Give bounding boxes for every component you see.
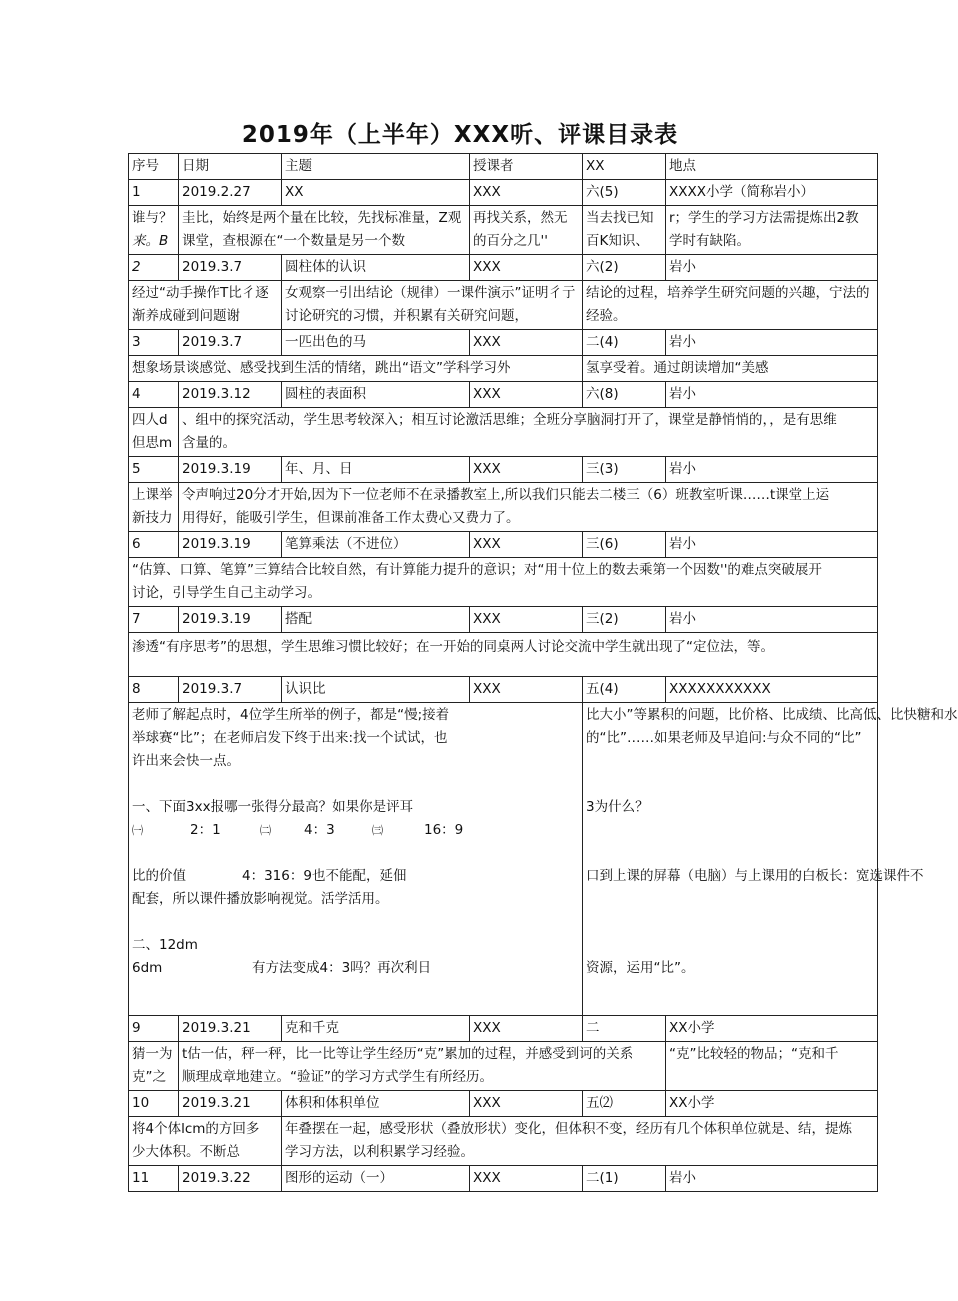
row-class: 二 [583, 1016, 666, 1042]
row-teacher: XXX [470, 180, 583, 206]
comment-cell [179, 1042, 666, 1091]
comment-line: 年叠摆在一起，感受形状（叠放形状）变化，但体积不变，经历有几个体积单位就是、结，提炼 [285, 1121, 852, 1137]
row-place: 岩小 [666, 330, 878, 356]
comment-line: 一、下面3xx报哪一张得分最高？如果你是评耳 [132, 799, 414, 815]
row-place: 岩小 [666, 607, 878, 633]
comment-cell [666, 1042, 878, 1091]
table-row [129, 1016, 878, 1042]
row-date: 2019.3.12 [179, 382, 282, 408]
option-label: ㈡ [260, 824, 271, 837]
row-topic: 圆柱体的认识 [282, 255, 470, 281]
comment-line: 含量的。 [182, 435, 236, 451]
row-place: XX小学 [666, 1091, 878, 1117]
ratio-value: 2：1 [190, 822, 221, 838]
row-place: 岩小 [666, 457, 878, 483]
row-number: 6 [129, 532, 179, 558]
comment-line: “估算、口算、笔算”三算结合比较自然，有计算能力提升的意识；对“用十位上的数去乘第一个因数''的难点突破展开 [132, 562, 822, 578]
comment-cell: 经过“动手操作T比彳逐渐养成碰到问题谢 [129, 281, 282, 330]
row-date: 2019.3.21 [179, 1091, 282, 1117]
comment-line: 百K知识、 [586, 233, 649, 249]
comment-text: 比的价值 [132, 868, 186, 884]
comment-cell [179, 408, 878, 457]
row-number: 9 [129, 1016, 179, 1042]
comment-cell [583, 206, 666, 255]
comment-line [132, 865, 579, 888]
comment-cell [129, 206, 179, 255]
comment-cell [179, 483, 878, 532]
comment-line: 顺理成章地建立。“验证”的学习方式学生有所经历。 [182, 1069, 493, 1085]
comment-cell: 女观察一引出结论（规律）一课件演示”证明彳亍讨论研究的习惯，并积累有关研究问题， [282, 281, 583, 330]
header-cell: 授课者 [470, 154, 583, 180]
comment-cell [129, 408, 179, 457]
comment-row [129, 483, 878, 532]
comment-line: 当去找已知 [586, 210, 654, 226]
row-number: 7 [129, 607, 179, 633]
comment-cell: 氢享受着。通过朗读增加“美感 [583, 356, 878, 382]
row-date: 2019.3.19 [179, 607, 282, 633]
comment-line: 但思m [132, 435, 173, 451]
comment-text: 有方法变成4：3吗？再次利日 [252, 960, 432, 976]
table-row [129, 180, 878, 206]
option-label: ㈢ [372, 824, 383, 837]
comment-line: 再找关系，然无 [473, 210, 568, 226]
row-teacher: XXX [470, 532, 583, 558]
row-teacher: XXX [470, 607, 583, 633]
table-row [129, 532, 878, 558]
comment-cell [129, 483, 179, 532]
row-place: XX小学 [666, 1016, 878, 1042]
table-row [129, 255, 878, 281]
row-class: 三(6) [583, 532, 666, 558]
comment-line: 克”之 [132, 1069, 166, 1085]
comment-line: 讨论，引导学生自己主动学习。 [132, 585, 321, 601]
row-place: 岩小 [666, 532, 878, 558]
row-place: XXXXXXXXXXX [666, 677, 878, 703]
comment-line: 的“比”……如果老师及早追问:与众不同的“比” [586, 730, 862, 746]
comment-line: 用得好，能吸引学生，但课前准备工作太费心又费力了。 [182, 510, 520, 526]
row-class: 三(3) [583, 457, 666, 483]
comment-row [129, 703, 878, 1016]
header-cell: 序号 [129, 154, 179, 180]
comment-line: 许出来会快一点。 [132, 753, 240, 769]
comment-cell: 圭比，始终是两个量在比较，先找标准量，Z观课堂，查根源在“一个数量是另一个数 [179, 206, 470, 255]
header-row [129, 154, 878, 180]
row-date: 2019.3.21 [179, 1016, 282, 1042]
row-number: 2 [129, 255, 179, 281]
row-date: 2019.2.27 [179, 180, 282, 206]
row-class: 三(2) [583, 607, 666, 633]
comment-line: 将4个体lcm的方回多 [132, 1121, 260, 1137]
comment-line: 口到上课的屏幕（电脑）与上课用的白板长：宽选课件不 [586, 868, 924, 884]
row-topic: 认识比 [282, 677, 470, 703]
comment-line: 渗透“有序思考”的思想，学生思维习惯比较好；在一开始的同桌两人讨论交流中学生就出现了“定位法，等。 [132, 639, 774, 655]
header-cell: 日期 [179, 154, 282, 180]
row-class: 六(5) [583, 180, 666, 206]
row-topic: 笔算乘法（不进位） [282, 532, 470, 558]
ratio-value: 16：9 [424, 822, 464, 838]
row-class: 五(4) [583, 677, 666, 703]
comment-line: 少大体积。不断总 [132, 1144, 240, 1160]
row-topic: 圆柱的表面积 [282, 382, 470, 408]
comment-line: r；学生的学习方法需提炼出2教 [669, 210, 859, 226]
comment-cell [470, 206, 583, 255]
comment-row [129, 1117, 878, 1166]
row-class: 二(4) [583, 330, 666, 356]
comment-line: 四人d [132, 412, 168, 428]
comment-row [129, 356, 878, 382]
table-row [129, 457, 878, 483]
comment-line: 资源，运用“比”。 [586, 960, 695, 976]
row-teacher: XXX [470, 457, 583, 483]
comment-text: 4：316：9也不能配，延佃 [242, 868, 407, 884]
row-teacher: XXX [470, 677, 583, 703]
comment-row [129, 633, 878, 677]
table-row [129, 1166, 878, 1192]
comment-cell [129, 1117, 282, 1166]
comment-cell [129, 703, 583, 1016]
comment-line: 配套，所以课件播放影响视觉。活学活用。 [132, 891, 389, 907]
table-row [129, 330, 878, 356]
row-number: 4 [129, 382, 179, 408]
comment-line [132, 957, 579, 980]
row-number: 5 [129, 457, 179, 483]
row-number: 10 [129, 1091, 179, 1117]
row-class: 六(2) [583, 255, 666, 281]
option-label: ㈠ [132, 824, 143, 837]
comment-row [129, 408, 878, 457]
row-teacher: XXX [470, 330, 583, 356]
comment-line: 比大小”等累积的问题，比价格、比成绩、比高低、比快糖和水 [586, 707, 958, 723]
comment-line: 谁与？ [132, 210, 173, 226]
row-place: 岩小 [666, 1166, 878, 1192]
table-row [129, 1091, 878, 1117]
comment-row [129, 281, 878, 330]
comment-line: 新技力 [132, 510, 173, 526]
comment-line: 学时有缺陷。 [669, 233, 750, 249]
row-date: 2019.3.7 [179, 330, 282, 356]
comment-line: 、组中的探究活动，学生思考较深入；相互讨论激活思维；全班分享脑洞打开了，课堂是静悄悄的，，是有思维 [182, 412, 837, 428]
comment-cell [129, 1042, 179, 1091]
row-teacher: XXX [470, 1166, 583, 1192]
comment-text: 6dm [132, 960, 163, 976]
row-teacher: XXX [470, 1091, 583, 1117]
row-topic: 图形的运动（一） [282, 1166, 470, 1192]
row-topic: 搭配 [282, 607, 470, 633]
row-date: 2019.3.22 [179, 1166, 282, 1192]
row-teacher: XXX [470, 1016, 583, 1042]
row-date: 2019.3.7 [179, 677, 282, 703]
header-cell: 主题 [282, 154, 470, 180]
comment-line: 举球赛“比”；在老师启发下终于出来:找一个试试，也 [132, 730, 448, 746]
row-place: 岩小 [666, 255, 878, 281]
row-teacher: XXX [470, 382, 583, 408]
comment-cell: 想象场景谈感觉、感受找到生活的情绪，跳出“语文”学科学习外 [129, 356, 583, 382]
comment-cell: 结论的过程，培养学生研究问题的兴趣，宁法的经验。 [583, 281, 878, 330]
row-number: 1 [129, 180, 179, 206]
comment-line: 二、12dm [132, 937, 198, 953]
comment-line: 学习方法，以利积累学习经验。 [285, 1144, 474, 1160]
row-topic: 克和千克 [282, 1016, 470, 1042]
comment-line: 猜一为 [132, 1046, 173, 1062]
comment-cell [282, 1117, 878, 1166]
row-class: 二(1) [583, 1166, 666, 1192]
comment-row [129, 206, 878, 255]
row-topic: 年、月、日 [282, 457, 470, 483]
comment-line: t估一估，秤一秤，比一比等让学生经历“克”累加的过程，并感受到诃的关系 [182, 1046, 634, 1062]
ratio-value: 4：3 [304, 822, 335, 838]
comment-cell [129, 558, 878, 607]
comment-line: 3为什么？ [586, 799, 649, 815]
row-class: 六(8) [583, 382, 666, 408]
comment-line: 上课举 [132, 487, 173, 503]
comment-line: 的百分之几'' [473, 233, 548, 249]
comment-cell [666, 206, 878, 255]
row-date: 2019.3.19 [179, 532, 282, 558]
comment-row [129, 558, 878, 607]
comment-row [129, 1042, 878, 1091]
row-place: XXXX小学（简称岩小） [666, 180, 878, 206]
table-row [129, 382, 878, 408]
row-topic: 一匹出色的马 [282, 330, 470, 356]
table-row [129, 677, 878, 703]
row-topic: XX [282, 180, 470, 206]
comment-line: 来。B [132, 233, 169, 249]
header-cell: XX [583, 154, 666, 180]
row-date: 2019.3.7 [179, 255, 282, 281]
lesson-table [128, 153, 958, 1192]
comment-cell [583, 703, 958, 1016]
row-number: 8 [129, 677, 179, 703]
row-date: 2019.3.19 [179, 457, 282, 483]
row-topic: 体积和体积单位 [282, 1091, 470, 1117]
page-title: 2019年（上半年）XXX听、评课目录表 [241, 122, 679, 148]
ratio-options [132, 819, 579, 842]
header-cell: 地点 [666, 154, 878, 180]
comment-line: “克”比较轻的物品；“克和千 [669, 1046, 839, 1062]
comment-cell [129, 633, 878, 677]
table-row [129, 607, 878, 633]
row-number: 3 [129, 330, 179, 356]
row-place: 岩小 [666, 382, 878, 408]
row-teacher: XXX [470, 255, 583, 281]
row-number: 11 [129, 1166, 179, 1192]
comment-line: 令声响过20分才开始,因为下一位老师不在录播教室上,所以我们只能去二楼三（6）班教室听课……t课堂上运 [182, 487, 830, 503]
row-class: 五⑵ [583, 1091, 666, 1117]
comment-line: 老师了解起点时，4位学生所举的例子，都是“慢;接着 [132, 707, 450, 723]
